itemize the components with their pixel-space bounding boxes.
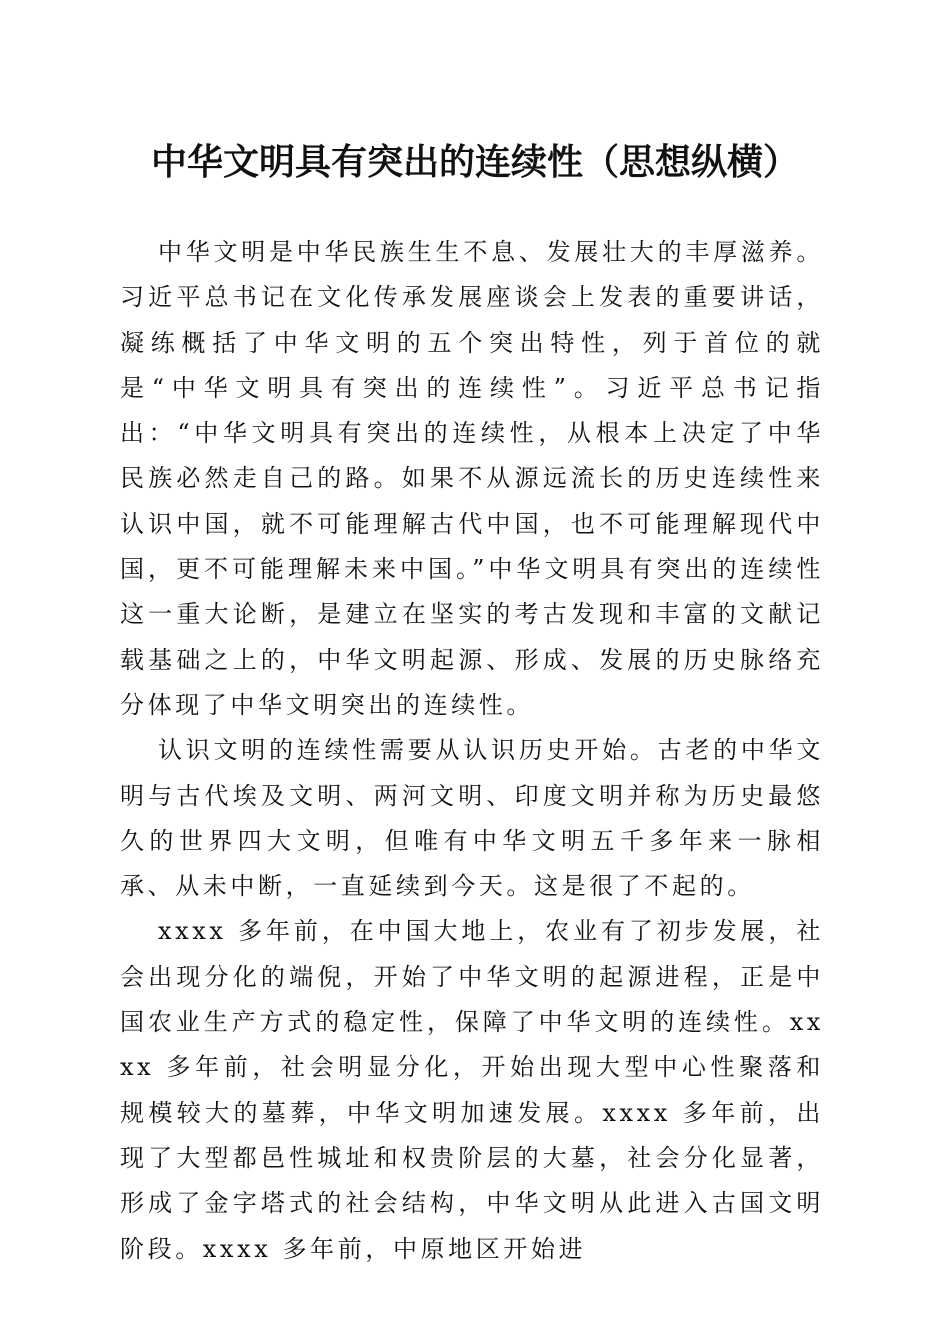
document-title: 中华文明具有突出的连续性（思想纵横）: [150, 141, 799, 183]
paragraph-3: xxxx 多年前，在中国大地上，农业有了初步发展，社会出现分化的端倪，开始了中华文明的起源进程，正是中国农业生产方式的稳定性，保障了中华文明的连续性。xxxx 多年前，社会明显分化，开始出现大型中心性聚落和规模较大的墓葬，中华文明加速发展。xxxx 多年前，出现了大型都邑性城址和权贵阶层的大墓，社会分化显著，形成了金字塔式的社会结构，中华文明从此进入古国文明阶段。xxxx 多年前，中原地区开始进: [120, 917, 824, 1263]
document-body: [120, 230, 824, 1272]
paragraph-2: 认识文明的连续性需要从认识历史开始。古老的中华文明与古代埃及文明、两河文明、印度文明并称为历史最悠久的世界四大文明，但唯有中华文明五千多年来一脉相承、从未中断，一直延续到今天。这是很了不起的。: [120, 736, 824, 901]
paragraph-1: 中华文明是中华民族生生不息、发展壮大的丰厚滋养。习近平总书记在文化传承发展座谈会上发表的重要讲话，凝练概括了中华文明的五个突出特性，列于首位的就是“中华文明具有突出的连续性”。习近平总书记指出：“中华文明具有突出的连续性，从根本上决定了中华民族必然走自己的路。如果不从源远流长的历史连续性来认识中国，就不可能理解古代中国，也不可能理解现代中国，更不可能理解未来中国。”中华文明具有突出的连续性这一重大论断，是建立在坚实的考古发现和丰富的文献记载基础之上的，中华文明起源、形成、发展的历史脉络充分体现了中华文明突出的连续性。: [120, 238, 824, 719]
